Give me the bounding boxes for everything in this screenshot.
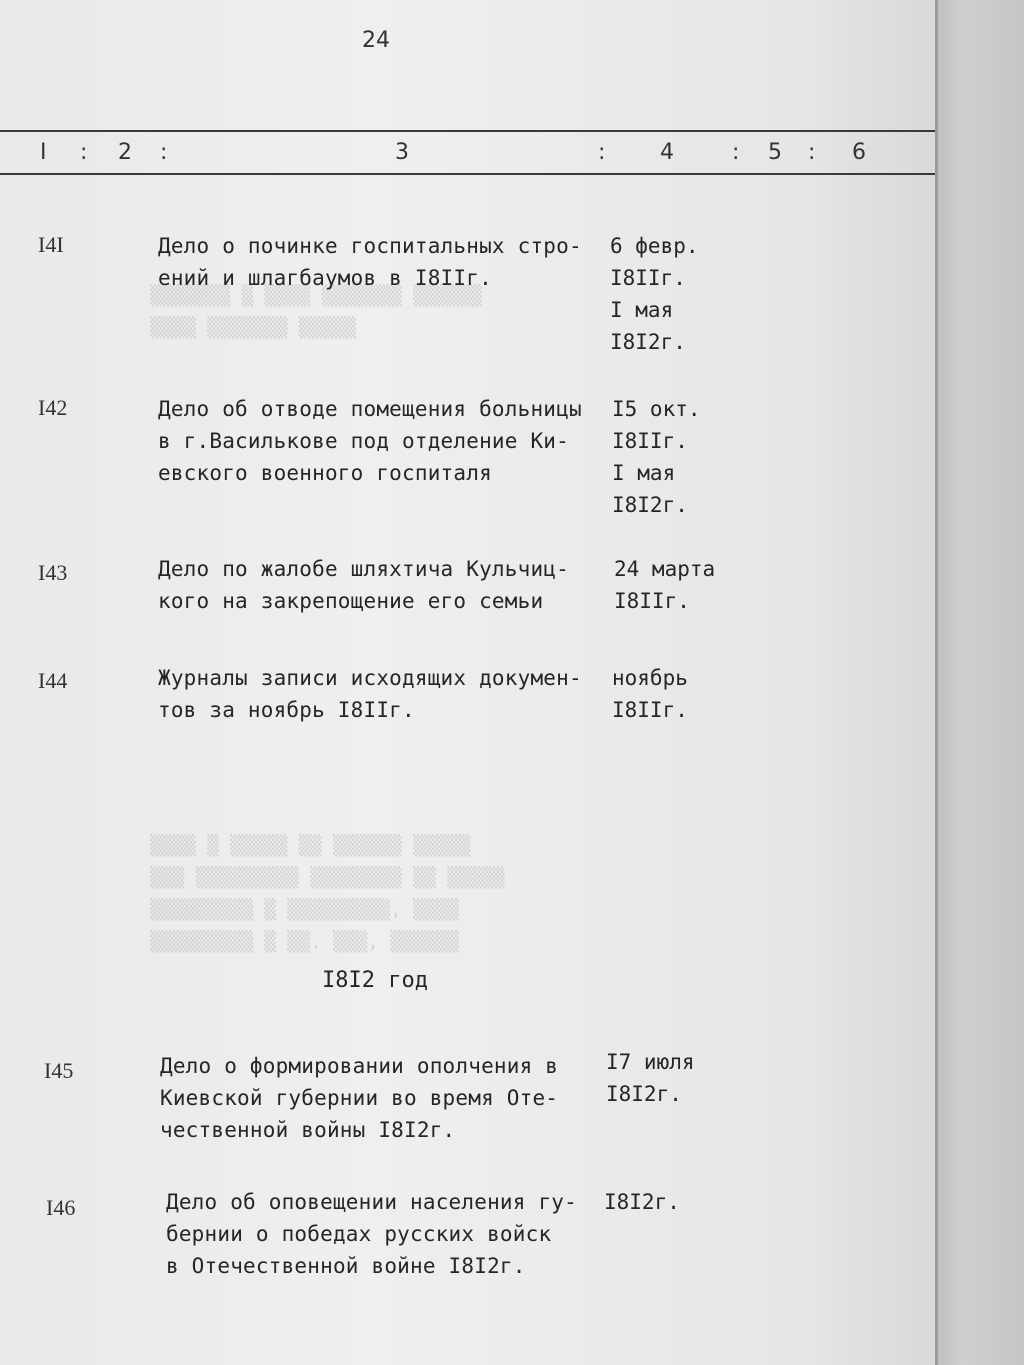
entry-number: I42 — [38, 395, 68, 420]
bleed-through-text: ▒▒▒▒ ▒ ▒▒▒▒▒ ▒▒ ▒▒▒▒▒▒ ▒▒▒▒▒ ▒▒▒ ▒▒▒▒▒▒▒▒▒ ▒▒▒▒▒▒▒▒ ▒▒ ▒▒▒▒▒ ▒▒▒▒▒▒▒▒▒ ▒ ▒▒▒▒▒▒▒▒▒, ▒▒▒▒ ▒▒▒▒▒▒▒▒▒ ▒ ▒▒. ▒▒▒, ▒▒▒▒▒▒ — [150, 835, 505, 953]
column-separator: : — [80, 140, 88, 165]
entry-title: Дело об оповещении населения гу- бернии о победах русских войск в Отечественной войне I8I2г. — [166, 1190, 577, 1278]
column-header-6: 6 — [852, 140, 866, 165]
header-rule-top — [0, 130, 935, 132]
entry-date: I5 окт. I8IIг. I мая I8I2г. — [612, 397, 701, 517]
bleed-through-text: ▒▒▒▒▒▒▒ ▒ ▒▒▒▒ ▒▒▒▒▒▒▒ ▒▒▒▒▒▒ ▒▒▒▒ ▒▒▒▒▒▒▒ ▒▒▒▒▒ — [150, 285, 482, 339]
entry-title: Дело по жалобе шляхтича Кульчиц- кого на закрепощение его семьи — [158, 557, 569, 613]
entry-date: 24 марта I8IIг. — [614, 557, 716, 613]
entry-date: ноябрь I8IIг. — [612, 666, 688, 722]
section-title: I8I2 год — [322, 968, 428, 993]
column-header-3: 3 — [395, 140, 409, 165]
entry-title: Дело о формировании ополчения в Киевской губернии во время Оте- чественной войны I8I2г. — [160, 1054, 559, 1142]
entry-title: Журналы записи исходящих докумен- тов за ноябрь I8IIг. — [158, 666, 582, 722]
column-separator: : — [598, 140, 606, 165]
column-separator: : — [160, 140, 168, 165]
column-header-2: 2 — [118, 140, 132, 165]
entry-date: I7 июля I8I2г. — [606, 1050, 695, 1106]
entry-number: I4I — [38, 232, 64, 257]
entry-date: 6 февр. I8IIг. I мая I8I2г. — [610, 234, 699, 354]
entry-number: I45 — [44, 1058, 74, 1083]
entry-title: Дело об отводе помещения больницы в г.Василькове под отделение Ки- евского военного госпиталя — [158, 397, 582, 485]
entry-date: I8I2г. — [604, 1190, 680, 1214]
column-separator: : — [808, 140, 816, 165]
page-number: 24 — [362, 28, 390, 53]
underlying-page-edge — [935, 0, 1024, 1365]
column-header-5: 5 — [768, 140, 782, 165]
column-header-4: 4 — [660, 140, 674, 165]
entry-title: Дело о починке госпитальных стро- ений и шлагбаумов в I8IIг. — [158, 234, 582, 290]
header-rule-bottom — [0, 173, 935, 175]
entry-number: I44 — [38, 668, 68, 693]
entry-number: I43 — [38, 560, 68, 585]
column-header-1: I — [40, 140, 47, 165]
entry-number: I46 — [46, 1195, 76, 1220]
column-separator: : — [732, 140, 740, 165]
